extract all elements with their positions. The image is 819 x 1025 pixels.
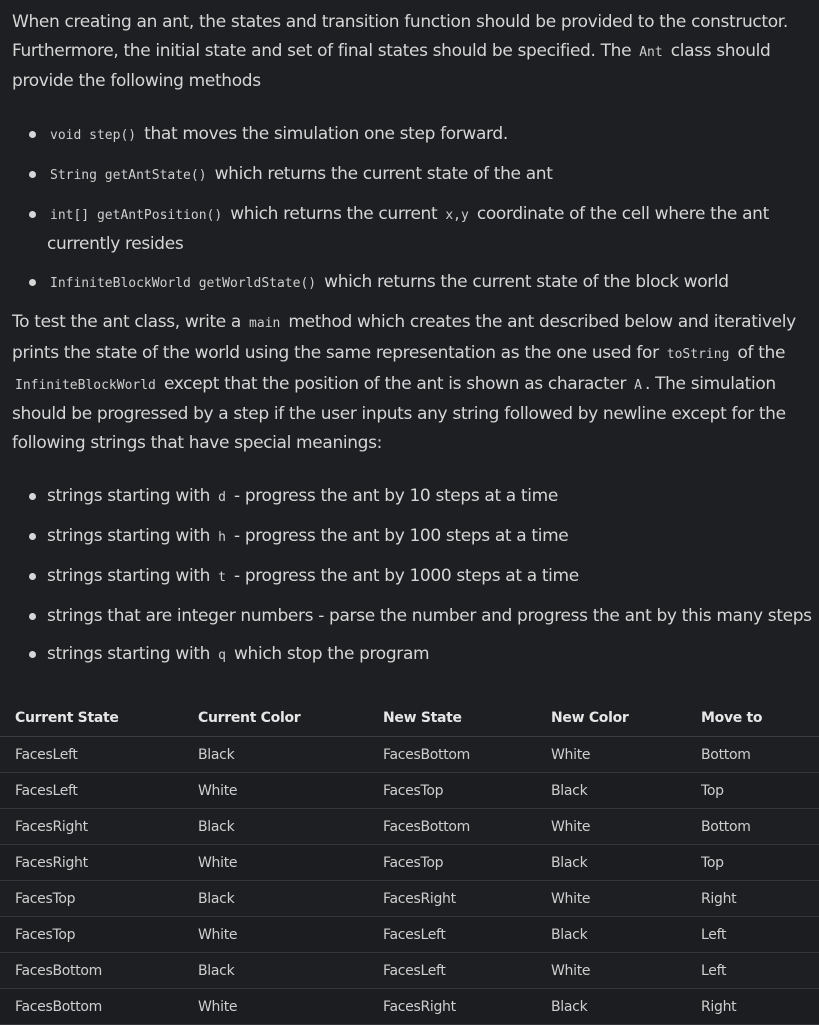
inline-code: Ant [639,44,663,60]
table-cell: Left [686,953,819,989]
command-item [12,482,817,513]
command-text: strings starting with [47,486,216,507]
command-text: strings starting with [47,566,216,587]
command-text: strings that are integer numbers - parse the number and progress the ant by this many steps [47,606,812,627]
table-row [0,953,819,989]
header-new-state: New State [368,700,536,737]
method-description: which returns the current state of the block world [319,272,729,293]
command-item [12,562,817,593]
table-cell: FacesBottom [0,989,183,1025]
table-row [0,809,819,845]
command-text: which stop the program [228,644,430,665]
table-row [0,773,819,809]
table-cell: White [536,953,686,989]
table-cell: White [536,737,686,773]
test-paragraph [12,308,817,457]
test-text: . The simulation should be progressed by a step if the user inputs any string followed by newline except for the following strings that have special meanings: [12,373,786,453]
method-description: coordinate of the cell where the ant currently resides [47,203,769,255]
table-cell: FacesLeft [0,737,183,773]
table-cell: Right [686,989,819,1025]
table-cell: White [536,809,686,845]
inline-code: A [634,377,642,393]
table-cell: FacesRight [0,845,183,881]
table-cell: Black [183,737,368,773]
inline-code: d [218,490,226,506]
table-cell: White [183,917,368,953]
table-row [0,737,819,773]
table-cell: FacesLeft [368,917,536,953]
table-row [0,881,819,917]
command-list [12,482,817,671]
command-item [12,602,817,631]
table-cell: White [536,881,686,917]
table-row [0,917,819,953]
command-text: - progress the ant by 10 steps at a time [228,486,558,507]
table-cell: FacesLeft [368,953,536,989]
transition-table [0,700,819,1025]
test-text: To test the ant class, write a [12,312,247,333]
inline-code: h [218,530,226,546]
header-current-state: Current State [0,700,183,737]
command-item [12,522,817,553]
method-description: which returns the current [225,203,443,224]
method-description: that moves the simulation one step forward. [139,123,508,144]
table-cell: FacesTop [0,881,183,917]
command-text: strings starting with [47,526,216,547]
table-cell: FacesRight [368,989,536,1025]
intro-text: When creating an ant, the states and transition function should be provided to the constructor. Furthermore, the initial state and set of final states should be specified. The [12,12,788,61]
table-cell: FacesBottom [0,953,183,989]
table-row [0,989,819,1025]
intro-text: class should provide the following methods [12,40,771,92]
test-text: of the [732,342,786,363]
table-cell: White [183,773,368,809]
table-cell: Black [536,989,686,1025]
table-cell: FacesRight [368,881,536,917]
command-item [12,640,817,671]
table-cell: FacesTop [0,917,183,953]
inline-code: t [218,570,226,586]
table-cell: Black [536,845,686,881]
test-text: except that the position of the ant is shown as character [158,373,632,394]
table-cell: Top [686,845,819,881]
table-cell: Bottom [686,737,819,773]
table-cell: FacesTop [368,845,536,881]
method-item [12,200,817,259]
table-cell: FacesBottom [368,737,536,773]
document-content [12,8,817,680]
inline-code: q [218,648,226,664]
table-row [0,845,819,881]
inline-code: x,y [445,207,469,223]
header-move-to: Move to [686,700,819,737]
inline-code: InfiniteBlockWorld getWorldState() [50,276,317,292]
inline-code: void step() [50,127,137,143]
method-item [12,268,817,299]
table-cell: Bottom [686,809,819,845]
command-text: strings starting with [47,644,216,665]
table-header-row [0,700,819,737]
table-cell: FacesRight [0,809,183,845]
table-cell: Left [686,917,819,953]
table-cell: FacesTop [368,773,536,809]
intro-paragraph [12,8,817,96]
method-list [12,120,817,299]
table-cell: Right [686,881,819,917]
table-cell: Top [686,773,819,809]
table-cell: Black [536,773,686,809]
command-text: - progress the ant by 1000 steps at a time [228,566,579,587]
test-text: method which creates the ant described below and iteratively prints the state of the world using the same representation as the one used for [12,312,796,363]
table-cell: White [183,845,368,881]
method-item [12,160,817,191]
method-item [12,120,817,151]
table-cell: White [183,989,368,1025]
inline-code: InfiniteBlockWorld [15,377,156,393]
command-text: - progress the ant by 100 steps at a time [228,526,569,547]
header-new-color: New Color [536,700,686,737]
inline-code: String getAntState() [50,167,207,183]
inline-code: int[] getAntPosition() [50,207,223,223]
header-current-color: Current Color [183,700,368,737]
table-cell: Black [183,881,368,917]
table-cell: FacesBottom [368,809,536,845]
table-cell: Black [183,953,368,989]
table-cell: Black [536,917,686,953]
inline-code: main [249,316,281,332]
inline-code: toString [666,346,730,362]
method-description: which returns the current state of the ant [209,163,553,184]
table-cell: FacesLeft [0,773,183,809]
table-cell: Black [183,809,368,845]
